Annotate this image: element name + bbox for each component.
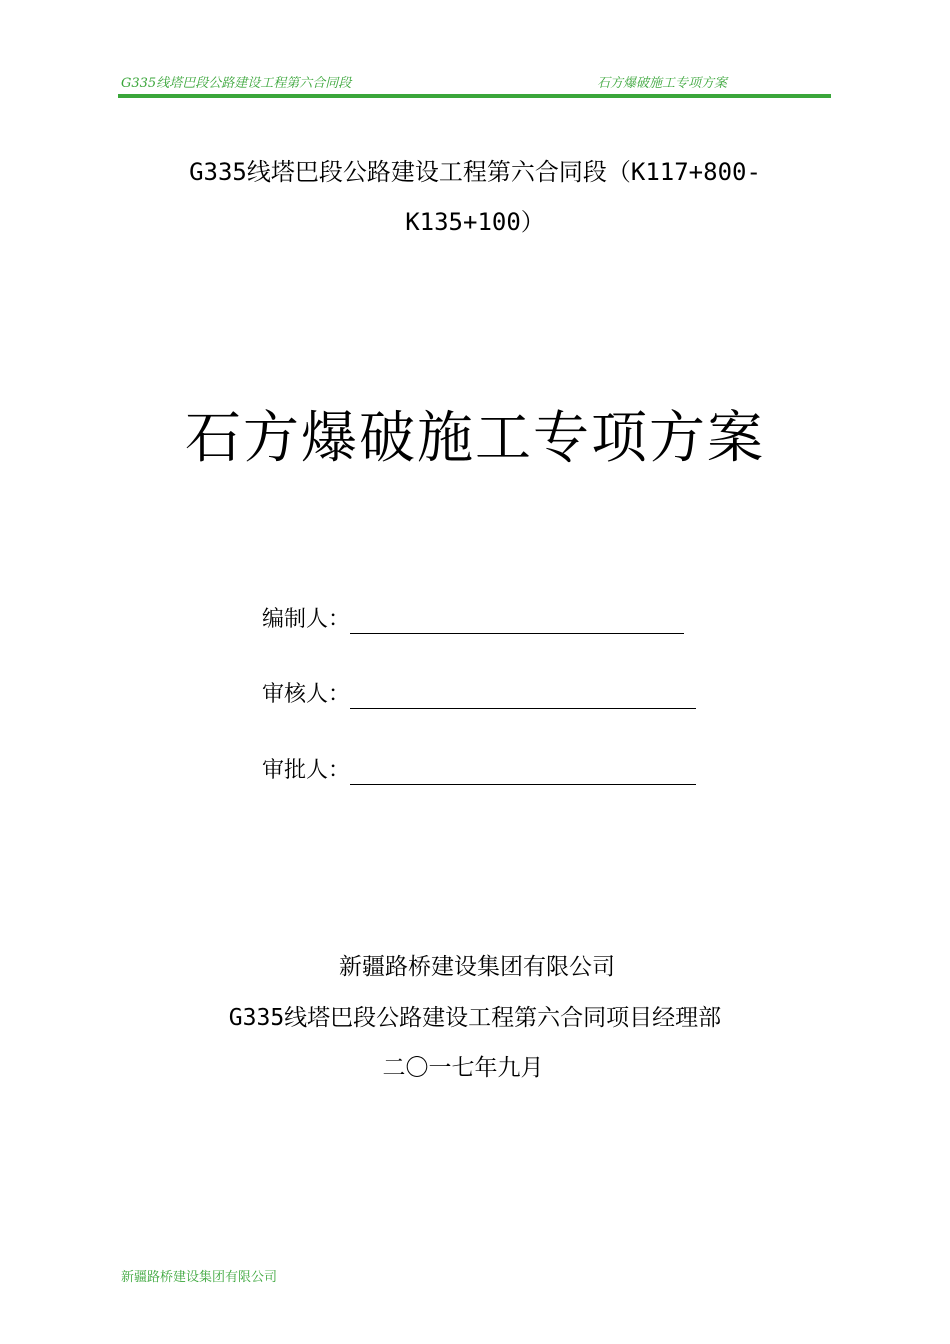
compiler-signature-line: [350, 607, 684, 634]
header-divider: [118, 94, 831, 98]
header-left-text: G335线塔巴段公路建设工程第六合同段: [121, 76, 352, 91]
reviewer-label: 审核人：: [262, 682, 351, 707]
reviewer-signature-line: [350, 682, 696, 709]
footer-company-text: 新疆路桥建设集团有限公司: [121, 1270, 278, 1285]
project-title-line-2: K135+100）: [405, 208, 545, 236]
signature-row-compiler: [262, 604, 684, 634]
approver-signature-line: [350, 758, 696, 785]
signature-row-approver: [262, 755, 696, 785]
header-right-text: 石方爆破施工专项方案: [597, 76, 728, 91]
department-name: G335线塔巴段公路建设工程第六合同项目经理部: [228, 1005, 722, 1031]
document-date: 二〇一七年九月: [382, 1055, 544, 1081]
approver-label: 审批人：: [262, 758, 351, 783]
document-main-title: 石方爆破施工专项方案: [185, 406, 765, 471]
company-name: 新疆路桥建设集团有限公司: [339, 954, 615, 980]
project-title-line-1: G335线塔巴段公路建设工程第六合同段（K117+800-: [189, 158, 761, 186]
compiler-label: 编制人：: [262, 607, 351, 632]
signature-row-reviewer: [262, 679, 696, 709]
